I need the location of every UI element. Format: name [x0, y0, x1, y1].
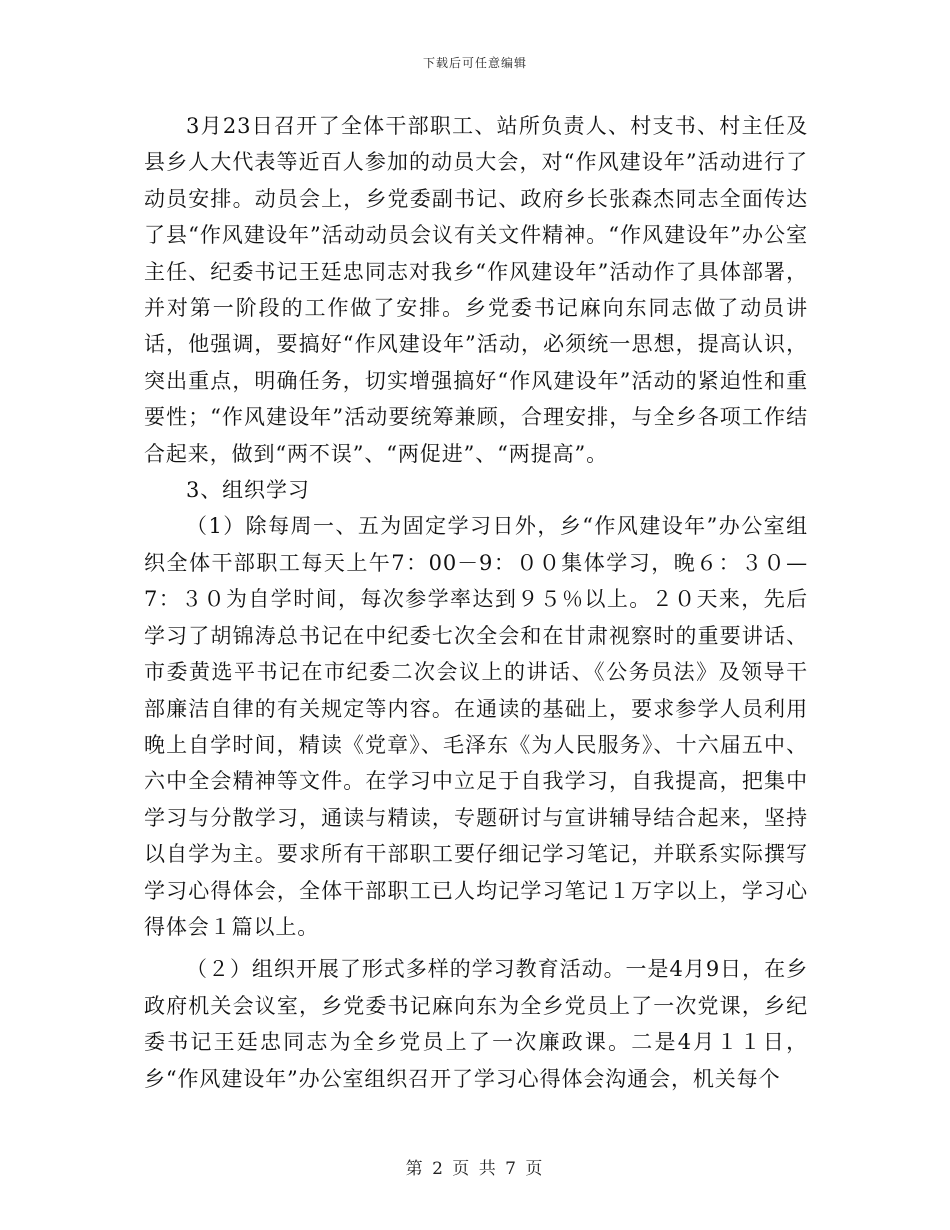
- paragraph-education-activities: （２）组织开展了形式多样的学习教育活动。一是4月9日，在乡政府机关会议室，乡党委书记麻向东为全乡党员上了一次党课，乡纪委书记王廷忠同志为全乡党员上了一次廉政课。二是4月１１日，乡“作风建设年”办公室组织召开了学习心得体会沟通会，机关每个: [144, 957, 808, 1091]
- page-number-footer: 第 2 页 共 7 页: [405, 1159, 545, 1179]
- document-body: [144, 108, 808, 1097]
- header-note: 下载后可任意编辑: [422, 56, 527, 70]
- paragraph-study-schedule: （1）除每周一、五为固定学习日外，乡“作风建设年”办公室组织全体干部职工每天上午7：00－9：００集体学习，晚６：３０—7：３０为自学时间，每次参学率达到９５％以上。２０天来，先后学习了胡锦涛总书记在中纪委七次全会和在甘肃视察时的重要讲话、市委黄选平书记在市纪委二次会议上的讲话、《公务员法》及领导干部廉洁自律的有关规定等内容。在通读的基础上，要求参学人员利用晚上自学时间，精读《党章》、毛泽东《为人民服务》、十六届五中、六中全会精神等文件。在学习中立足于自我学习，自我提高，把集中学习与分散学习，通读与精读，专题研讨与宣讲辅导结合起来，坚持以自学为主。要求所有干部职工要仔细记学习笔记，并联系实际撰写学习心得体会，全体干部职工已人均记学习笔记１万字以上，学习心得体会１篇以上。: [144, 514, 808, 939]
- paragraph-mobilization-meeting: 3月23日召开了全体干部职工、站所负责人、村支书、村主任及县乡人大代表等近百人参加的动员大会，对“作风建设年”活动进行了动员安排。动员会上，乡党委副书记、政府乡长张森杰同志全面传达了县“作风建设年”活动动员会议有关文件精神。“作风建设年”办公室主任、纪委书记王廷忠同志对我乡“作风建设年”活动作了具体部署，并对第一阶段的工作做了安排。乡党委书记麻向东同志做了动员讲话，他强调，要搞好“作风建设年”活动，必须统一思想，提高认识，突出重点，明确任务，切实增强搞好“作风建设年”活动的紧迫性和重要性；“作风建设年”活动要统筹兼顾，合理安排，与全乡各项工作结合起来，做到“两不误”、“两促进”、“两提高”。: [144, 114, 808, 466]
- section-heading-organize-study: 3、组织学习: [186, 478, 310, 503]
